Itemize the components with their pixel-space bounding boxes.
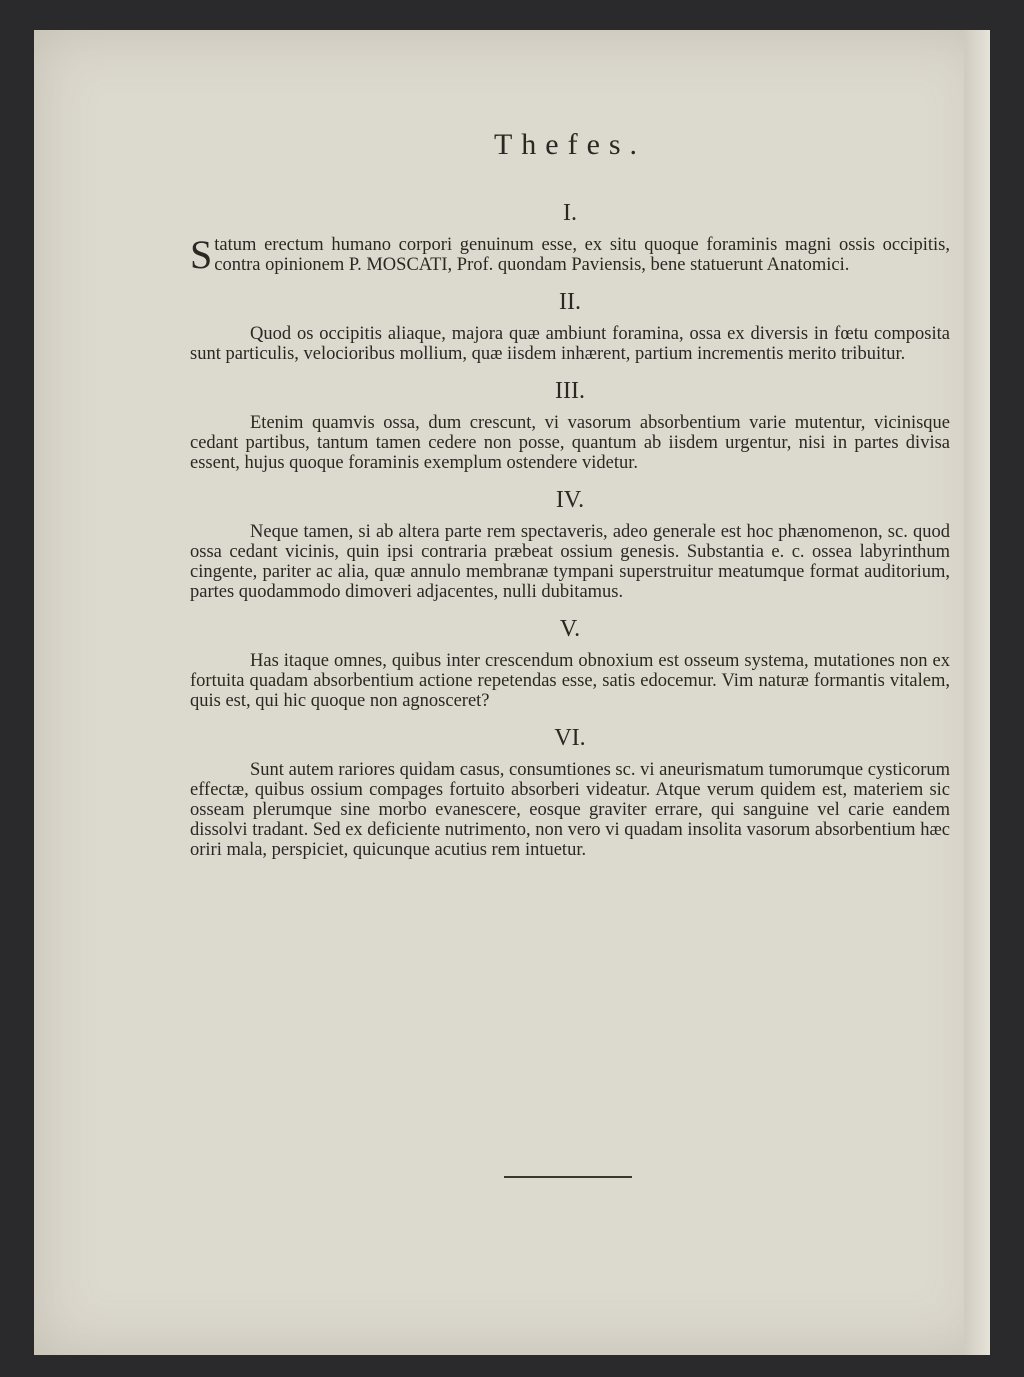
thesis-text: Has itaque omnes, quibus inter crescendum obnoxium est osseum systema, mutationes non ex fortuita quadam absorbentium actione repetendas esse, satis edocemur. Vim naturæ formantis vitalem, quis est, qui hic quoque non agnosceret? (190, 651, 950, 711)
thesis-number: III. (555, 378, 585, 404)
thesis-text: Etenim quamvis ossa, dum crescunt, vi vasorum absorbentium varie mutentur, vicinisque cedant partibus, tantum tamen cedere non posse, quantum ab iisdem urgentur, nisi in partes divisa essent, hujus quoque foraminis exemplum ostendere videtur. (190, 413, 950, 473)
thesis-number: IV. (555, 487, 585, 513)
thesis-text (190, 232, 950, 277)
thesis-number: VI. (554, 725, 586, 751)
closing-rule (504, 1176, 632, 1178)
thesis-text: Neque tamen, si ab altera parte rem spectaveris, adeo generale est hoc phænomenon, sc. quod ossa cedant vicinis, quin ipsi contraria præbeat ossium genesis. Substantia e. c. ossea labyrinthum cingente, pariter ac alia, quæ annulo membranæ tympani superstruitur meatumque format auditorium, partes quodammodo dimoveri adjacentes, nulli dubitamus. (190, 522, 950, 602)
thesis-number: I. (563, 200, 577, 226)
thesis-text: Sunt autem rariores quidam casus, consumtiones sc. vi aneurismatum tumorumque cysticorum effectæ, quibus ossium compages fortuito absorberi videatur. Atque verum quidem est, materiem sic osseam plerumque sine morbo evanescere, eosque graviter errare, qui sanguine vel carie eandem dissolvi tradant. Sed ex deficiente nutrimento, non vero vi quadam insolita vasorum absorbentium hæc oriri mala, perspiciet, quicunque acutius rem intuetur. (190, 760, 950, 860)
drop-cap: S (190, 232, 213, 277)
thesis-body: tatum erectum humano corpori genuinum esse, ex situ quoque foraminis magni ossis occipitis, contra opinionem P. MOSCATI, Prof. quondam Paviensis, bene statuerunt Anatomici. (214, 235, 950, 275)
thesis-number: II. (559, 289, 581, 315)
document-page (34, 30, 990, 1355)
thesis-text: Quod os occipitis aliaque, majora quæ ambiunt foramina, ossa ex diversis in fœtu composita sunt particulis, velocioribus mollium, quæ iisdem inhærent, partium incrementis merito tribuitur. (190, 324, 950, 364)
page-edge (964, 30, 990, 1355)
thesis-number: V. (559, 616, 581, 642)
page-title: Thefes. (493, 128, 647, 161)
text-block (190, 128, 950, 874)
